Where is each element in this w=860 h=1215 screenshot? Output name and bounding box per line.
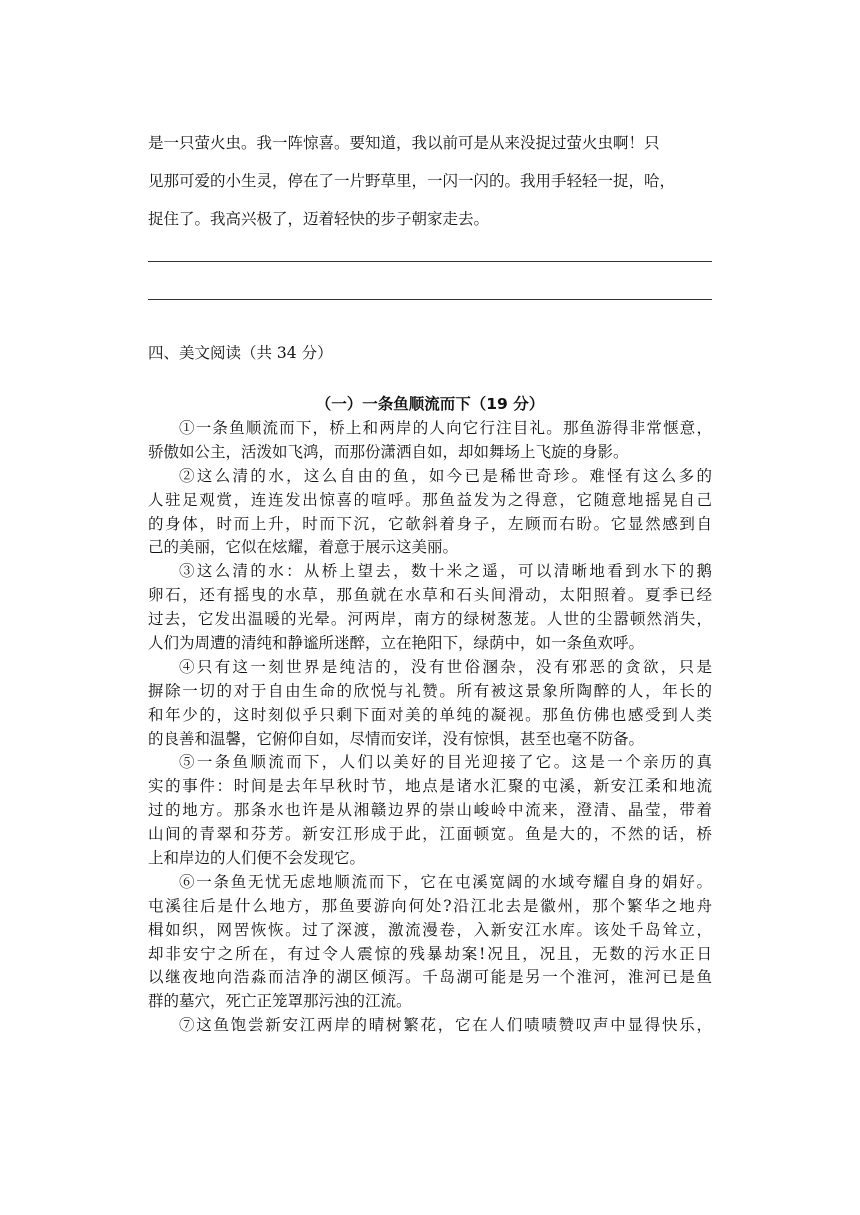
text-line: 屯溪往后是什么地方，那鱼要游向何处?沿江北去是徽州，那个繁华之地舟	[148, 896, 712, 915]
text-line: 实的事件：时间是去年早秋时节，地点是诸水汇聚的屯溪，新安江柔和地流	[148, 777, 712, 796]
text-line: 是一只萤火虫。我一阵惊喜。要知道，我以前可是从来没捉过萤火虫啊！只	[148, 134, 660, 152]
text-line: 却非安宁之所在，有过令人震惊的残暴劫案!况且，况且，无数的污水正日	[148, 944, 712, 963]
text-line: ⑤一条鱼顺流而下，人们以美好的目光迎接了它。这是一个亲历的真	[179, 753, 712, 772]
text-line: 上和岸边的人们便不会发现它。	[148, 849, 366, 868]
text-line: 过的地方。那条水也许是从湘赣边界的崇山峻岭中流来，澄清、晶莹，带着	[148, 801, 712, 820]
article-title: （一）一条鱼顺流而下（19 分）	[315, 395, 545, 413]
answer-line-1	[148, 261, 712, 262]
paragraph-4	[148, 656, 712, 752]
text-line: 卵石，还有摇曳的水草，那鱼就在水草和石头间滑动，太阳照着。夏季已经	[148, 586, 712, 605]
text-line: 群的墓穴，死亡正笼罩那污浊的江流。	[148, 992, 412, 1011]
text-line: ④只有这一刻世界是纯洁的，没有世俗溷杂，没有邪恶的贪欲，只是	[179, 657, 712, 676]
text-line: 楫如织，网罟恢恢。过了深渡，激流漫卷，入新安江水库。该处千岛耸立，	[148, 920, 712, 939]
article-body	[148, 417, 712, 1038]
text-line: ⑦这鱼饱尝新安江两岸的晴树繁花，它在人们啧啧赞叹声中显得快乐，	[179, 1016, 712, 1035]
text-line: 摒除一切的对于自由生命的欣悦与礼赞。所有被这景象所陶醉的人，年长的	[148, 681, 712, 700]
text-line: ①一条鱼顺流而下，桥上和两岸的人向它行注目礼。那鱼游得非常惬意，	[179, 419, 712, 437]
text-line: 己的美丽，它似在炫耀，着意于展示这美丽。	[148, 538, 459, 557]
paragraph-5	[148, 751, 712, 870]
text-line: 以继夜地向浩淼而洁净的湖区倾泻。千岛湖可能是另一个淮河，淮河已是鱼	[148, 968, 712, 987]
text-line: 人们为周遭的清纯和静谧所迷醉，立在艳阳下，绿荫中，如一条鱼欢呼。	[148, 634, 645, 653]
text-line: 的良善和温馨，它俯仰自如，尽情而安详，没有惊惧，甚至也毫不防备。	[148, 729, 645, 748]
paragraph-3	[148, 560, 712, 656]
section-heading: 四、美文阅读（共 34 分）	[148, 344, 333, 362]
text-line: 见那可爱的小生灵，停在了一片野草里，一闪一闪的。我用手轻轻一捉，哈，	[148, 172, 676, 190]
text-line: 过去，它发出温暖的光晕。河两岸，南方的绿树葱茏。人世的尘嚣顿然消失，	[148, 610, 712, 629]
paragraph-6	[148, 871, 712, 1014]
paragraph-2	[148, 465, 712, 561]
text-line: 的身体，时而上升，时而下沉，它欹斜着身子，左顾而右盼。它显然感到自	[148, 514, 712, 533]
text-line: 捉住了。我高兴极了，迈着轻快的步子朝家走去。	[148, 210, 490, 228]
text-line: 和年少的，这时刻似乎只剩下面对美的单纯的凝视。那鱼仿佛也感受到人类	[148, 705, 712, 724]
text-line: 人驻足观赏，连连发出惊喜的喧呼。那鱼益发为之得意，它随意地摇晃自己	[148, 490, 712, 509]
paragraph-1	[148, 417, 712, 465]
text-line: ③这么清的水：从桥上望去，数十米之遥，可以清晰地看到水下的鹅	[179, 562, 712, 581]
text-line: 骄傲如公主，活泼如飞鸿，而那份潇洒自如，却如舞场上飞旋的身影。	[148, 442, 629, 461]
text-line: ⑥一条鱼无忧无虑地顺流而下，它在屯溪宽阔的水域夸耀自身的娟好。	[179, 872, 712, 891]
paragraph-7	[148, 1014, 712, 1038]
answer-line-2	[148, 299, 712, 300]
text-line: ②这么清的水，这么自由的鱼，如今已是稀世奇珍。难怪有这么多的	[179, 466, 712, 485]
text-line: 山间的青翠和芬芳。新安江形成于此，江面顿宽。鱼是大的，不然的话，桥	[148, 825, 712, 844]
passage-continuation	[148, 124, 714, 238]
